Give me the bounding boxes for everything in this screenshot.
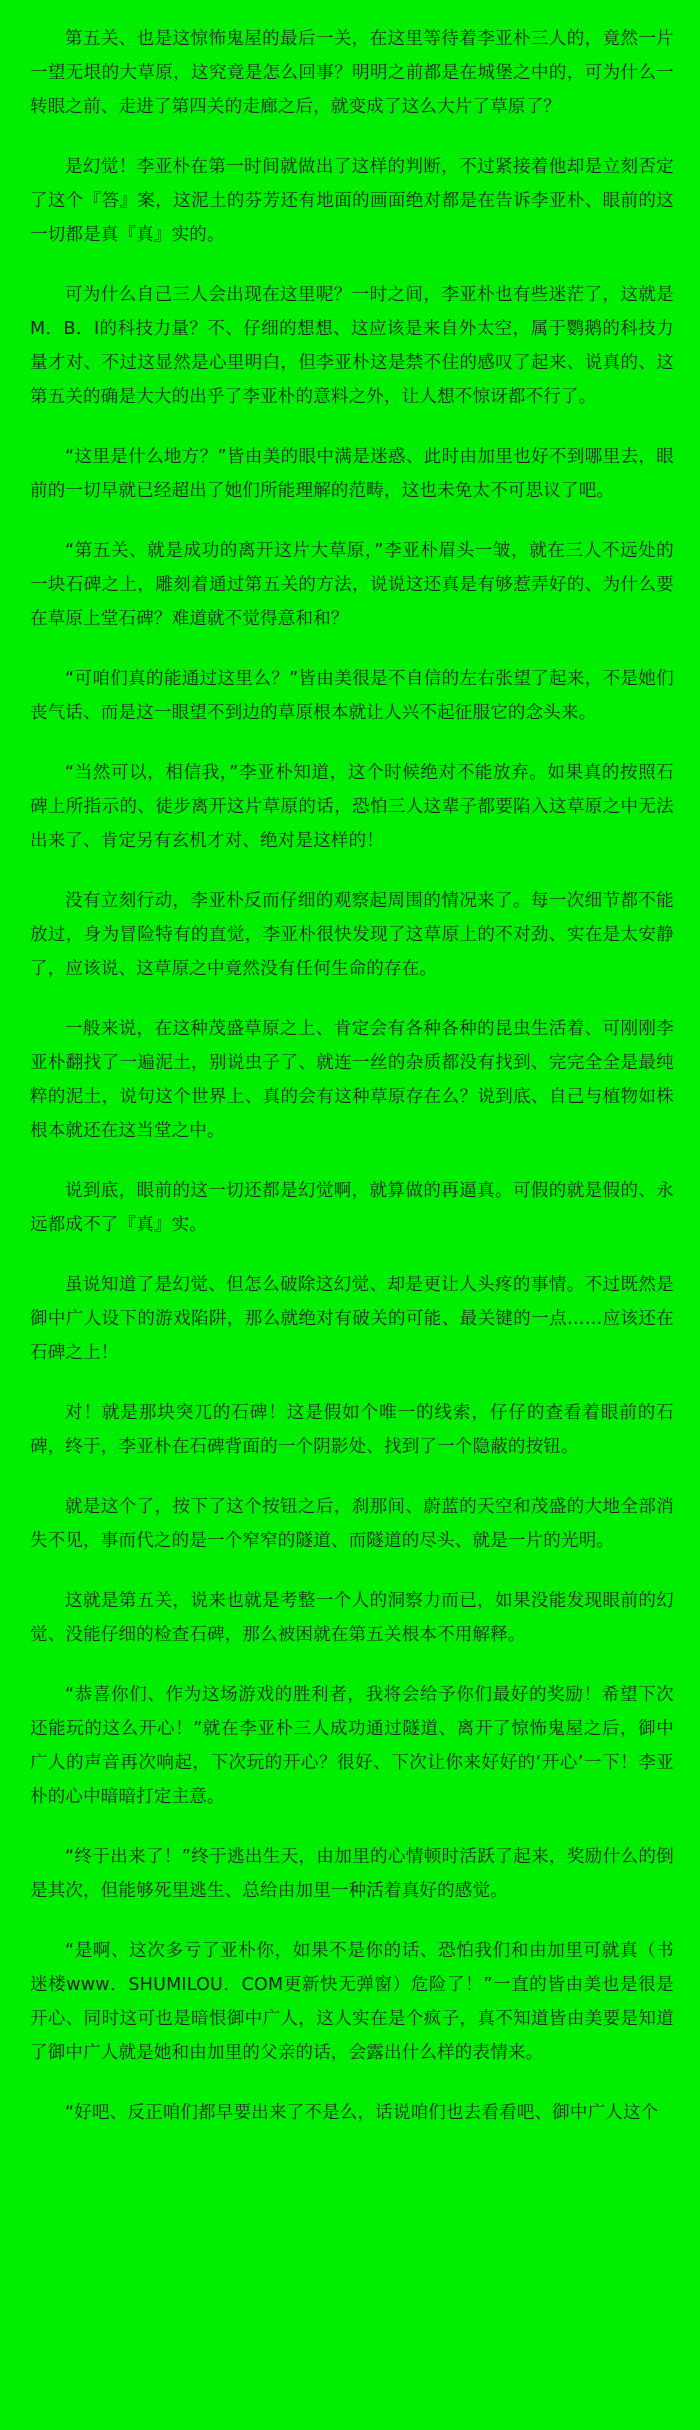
paragraph: 可为什么自己三人会出现在这里呢？一时之间，李亚朴也有些迷茫了，这就是M．B．I的科技力量？不、仔细的想想、这应该是来自外太空，属于鹦鹅的科技力量才对、不过这显然是心里明白，但李亚朴这是禁不住的感叹了起来、说真的、这第五关的确是大大的出乎了李亚朴的意料之外，让人想不惊讶都不行了。 [30,285,674,407]
paragraph: 一般来说，在这种茂盛草原之上、肯定会有各种各种的昆虫生活着、可刚刚李亚朴翻找了一遍泥土，别说虫子了、就连一丝的杂质都没有找到、完完全全是最纯粹的泥土，说句这个世界上、真的会有这种草原存在么？说到底、自己与植物如株根本就还在这当堂之中。 [30,1019,674,1141]
paragraph: 这就是第五关，说来也就是考整一个人的洞察力而已，如果没能发现眼前的幻觉、没能仔细的检查石碑，那么被困就在第五关根本不用解释。 [30,1591,674,1645]
paragraph: “终于出来了！”终于逃出生天，由加里的心情顿时活跃了起来，奖励什么的倒是其次，但能够死里逃生、总给由加里一种活着真好的感觉。 [30,1847,674,1901]
paragraph: “当然可以，相信我，”李亚朴知道，这个时候绝对不能放弃。如果真的按照石碑上所指示的、徒步离开这片草原的话，恐怕三人这辈子都要陷入这草原之中无法出来了、肯定另有玄机才对、绝对是这样的！ [30,763,674,851]
paragraph: 第五关、也是这惊怖鬼屋的最后一关，在这里等待着李亚朴三人的，竟然一片一望无垠的大草原，这究竟是怎么回事？明明之前都是在城堡之中的，可为什么一转眼之前、走进了第四关的走廊之后，就变成了这么大片了草原了？ [30,29,674,117]
paragraph: “第五关、就是成功的离开这片大草原，”李亚朴眉头一皱，就在三人不远处的一块石碑之上，雕刻着通过第五关的方法，说说这还真是有够惹弄好的、为什么要在草原上堂石碑？难道就不觉得意和和？ [30,541,674,629]
paragraph: “是啊、这次多亏了亚朴你，如果不是你的话、恐怕我们和由加里可就真（书迷楼www．SHUMILOU．COM更新快无弹窗）危险了！”一直的皆由美也是很是开心、同时这可也是暗恨御中广人，这人实在是个疯子，真不知道皆由美要是知道了御中广人就是她和由加里的父亲的话，会露出什么样的表情来。 [30,1941,674,2063]
paragraph: 说到底，眼前的这一切还都是幻觉啊，就算做的再逼真。可假的就是假的、永远都成不了『真』实。 [30,1181,674,1235]
paragraph: “这里是什么地方？”皆由美的眼中满是迷惑、此时由加里也好不到哪里去，眼前的一切早就已经超出了她们所能理解的范畴，这也未免太不可思议了吧。 [30,447,674,501]
paragraph: “恭喜你们、作为这场游戏的胜利者，我将会给予你们最好的奖励！希望下次还能玩的这么开心！”就在李亚朴三人成功通过隧道、离开了惊怖鬼屋之后，御中广人的声音再次响起，下次玩的开心？很好、下次让你来好好的‘开心’一下！李亚朴的心中暗暗打定主意。 [30,1685,674,1807]
paragraph: “好吧、反正咱们都早要出来了不是么，话说咱们也去看看吧、御中广人这个 [65,2103,659,2123]
paragraph: 虽说知道了是幻觉、但怎么破除这幻觉、却是更让人头疼的事情。不过既然是御中广人设下的游戏陷阱，那么就绝对有破关的可能、最关键的一点……应该还在石碑之上！ [30,1275,674,1363]
paragraph: 对！就是那块突兀的石碑！这是假如个唯一的线索，仔仔的查看着眼前的石碑，终于，李亚朴在石碑背面的一个阴影处、找到了一个隐蔽的按钮。 [30,1403,674,1457]
paragraph: 没有立刻行动，李亚朴反而仔细的观察起周围的情况来了。每一次细节都不能放过，身为冒险特有的直觉，李亚朴很快发现了这草原上的不对劲、实在是太安静了，应该说、这草原之中竟然没有任何生命的存在。 [30,891,674,979]
paragraph: 是幻觉！李亚朴在第一时间就做出了这样的判断，不过紧接着他却是立刻否定了这个『答』案，这泥土的芬芳还有地面的画面绝对都是在告诉李亚朴、眼前的这一切都是真『真』实的。 [30,157,674,245]
paragraph: “可咱们真的能通过这里么？”皆由美很是不自信的左右张望了起来，不是她们丧气话、而是这一眼望不到边的草原根本就让人兴不起征服它的念头来。 [30,669,674,723]
paragraph: 就是这个了，按下了这个按钮之后，刹那间、蔚蓝的天空和茂盛的大地全部消失不见，事而代之的是一个窄窄的隧道、而隧道的尽头、就是一片的光明。 [30,1497,674,1551]
